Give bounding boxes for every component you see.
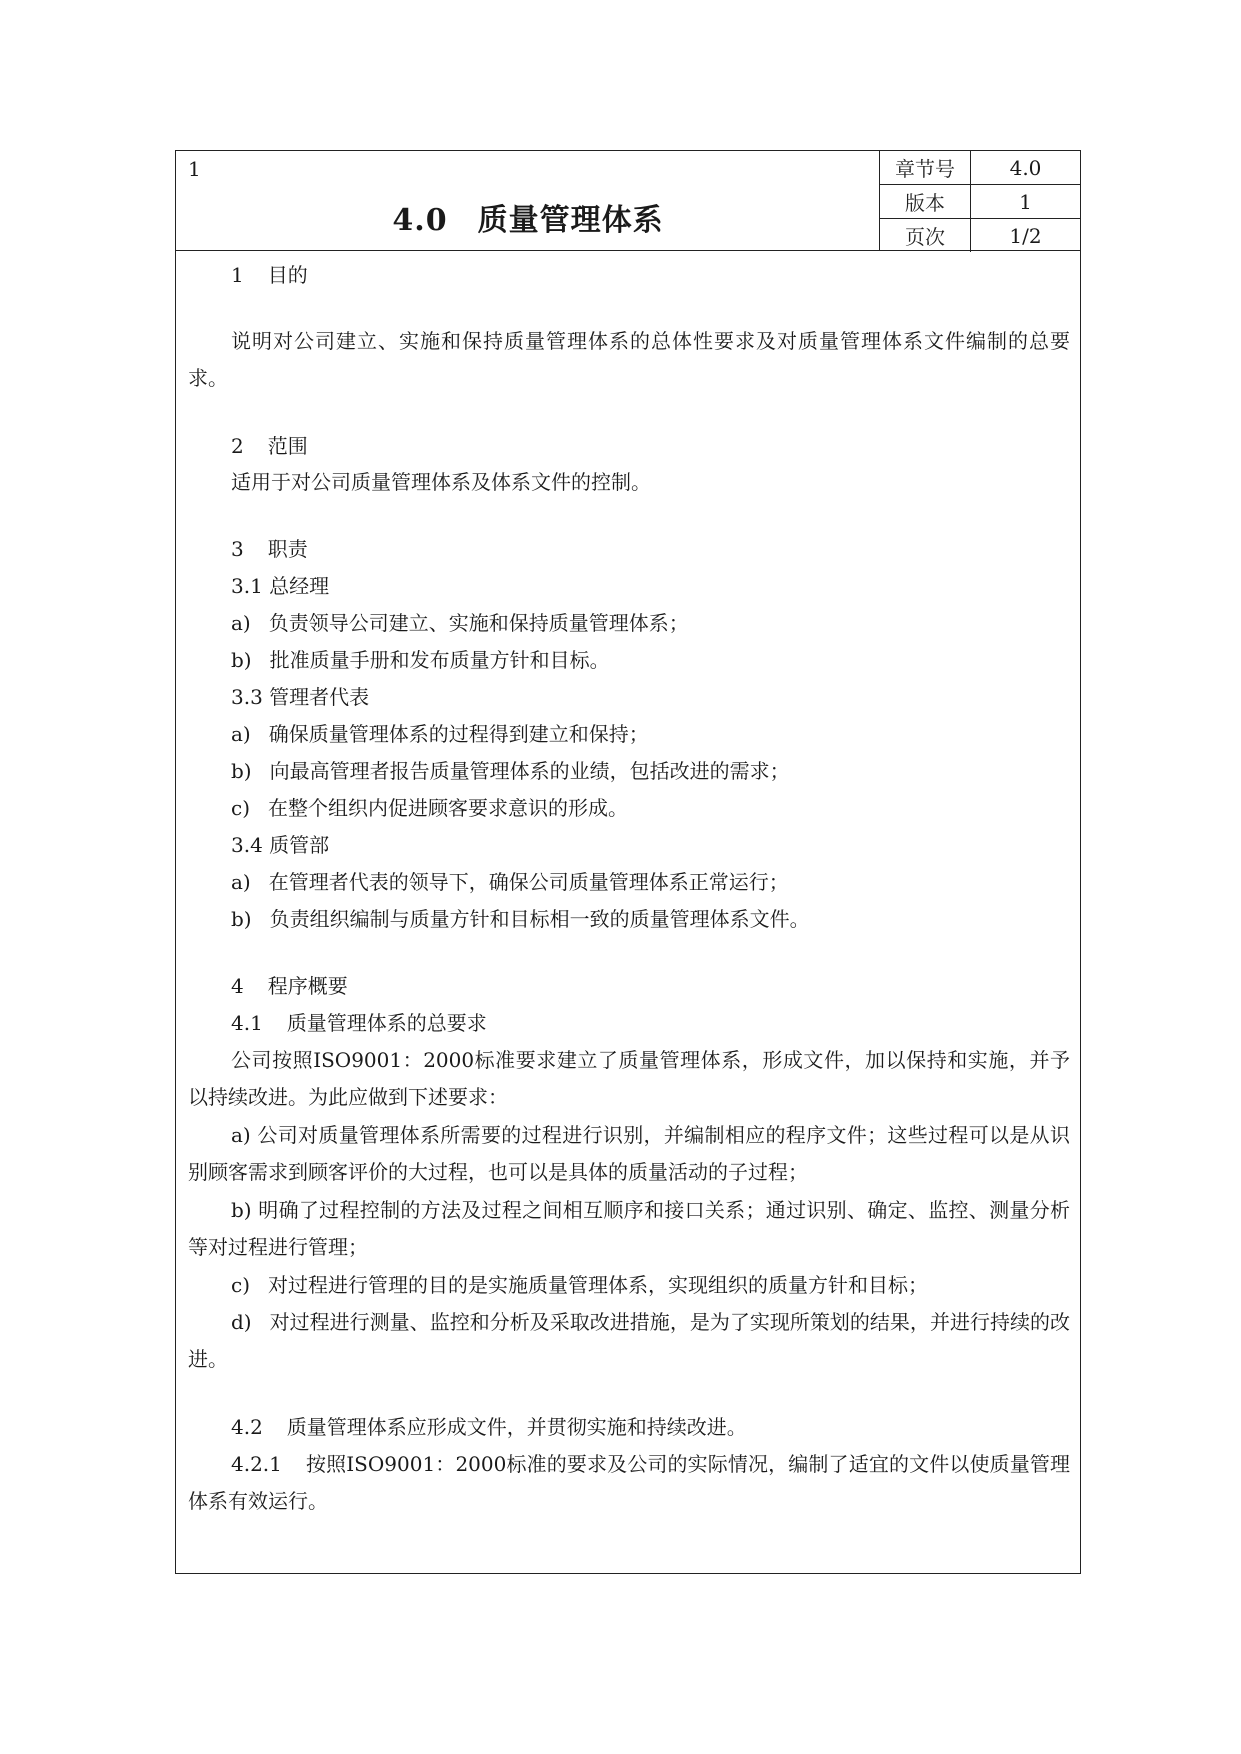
subsection-number: 3.3 <box>231 685 263 709</box>
paragraph: 公司按照ISO9001：2000标准要求建立了质量管理体系，形成文件，加以保持和实施，并予以持续改进。为此应做到下述要求： <box>188 1048 1070 1109</box>
info-label: 章节号 <box>880 151 971 185</box>
info-value: 1/2 <box>1009 223 1042 248</box>
list-item <box>231 753 1070 790</box>
section-heading <box>231 428 1070 465</box>
paragraph-text: 按照ISO9001：2000标准的要求及公司的实际情况，编制了适宜的文件以使质量管理体系有效运行。 <box>188 1452 1070 1513</box>
paragraph: b) 明确了过程控制的方法及过程之间相互顺序和接口关系；通过识别、确定、监控、测量分析等对过程进行管理； <box>188 1198 1070 1259</box>
list-text: 批准质量手册和发布质量方针和目标。 <box>269 648 610 672</box>
info-row-page <box>880 219 1080 253</box>
list-text: 向最高管理者报告质量管理体系的业绩，包括改进的需求； <box>269 759 790 783</box>
list-item <box>231 605 1070 642</box>
list-text: 对过程进行管理的目的是实施质量管理体系，实现组织的质量方针和目标； <box>268 1273 929 1297</box>
section-title: 职责 <box>267 537 308 561</box>
subsection-heading <box>231 1005 1070 1042</box>
title-number: 4.0 <box>392 203 448 238</box>
list-marker: c) <box>231 1273 251 1297</box>
section-title: 范围 <box>267 434 308 458</box>
list-marker: a) <box>231 870 251 894</box>
list-marker: b) <box>231 648 252 672</box>
paragraph: 说明对公司建立、实施和保持质量管理体系的总体性要求及对质量管理体系文件编制的总要求。 <box>188 329 1070 390</box>
subsection-title: 总经理 <box>269 574 330 598</box>
paragraph: 适用于对公司质量管理体系及体系文件的控制。 <box>231 470 651 494</box>
list-item <box>231 864 1070 901</box>
subsection-number: 4.2.1 <box>231 1452 282 1476</box>
list-text: 负责领导公司建立、实施和保持质量管理体系； <box>268 611 689 635</box>
info-value: 1 <box>971 185 1081 219</box>
section-number: 4 <box>231 974 244 998</box>
section-number: 3 <box>231 537 244 561</box>
page-title <box>176 195 880 239</box>
list-text: 确保质量管理体系的过程得到建立和保持； <box>268 722 649 746</box>
subsection-number: 4.1 <box>231 1011 263 1035</box>
list-item <box>231 716 1070 753</box>
list-item <box>231 642 1070 679</box>
list-text: 负责组织编制与质量方针和目标相一致的质量管理体系文件。 <box>269 907 810 931</box>
title-text: 质量管理体系 <box>477 203 664 238</box>
info-value: 4.0 <box>971 151 1081 185</box>
document-frame <box>175 150 1081 1574</box>
info-row-version <box>880 185 1080 219</box>
list-text: 在管理者代表的领导下，确保公司质量管理体系正常运行； <box>268 870 789 894</box>
section-title: 程序概要 <box>267 974 348 998</box>
list-marker: d) <box>231 1310 252 1334</box>
section-number: 2 <box>231 434 244 458</box>
subsection-number: 4.2 <box>231 1415 263 1439</box>
subsection-heading <box>231 1409 1070 1446</box>
document-header <box>176 151 1080 251</box>
section-heading <box>231 257 1070 294</box>
info-row-chapter <box>880 151 1080 185</box>
list-marker: c) <box>231 796 251 820</box>
document-info-table <box>880 151 1080 252</box>
subsection-number: 3.1 <box>231 574 263 598</box>
section-heading <box>231 531 1070 568</box>
copy-number: 1 <box>188 157 201 181</box>
paragraph <box>188 1446 1070 1520</box>
subsection-title: 质管部 <box>269 833 330 857</box>
list-item <box>231 901 1070 938</box>
list-item <box>188 1267 1070 1304</box>
subsection-heading <box>231 568 1070 605</box>
subsection-title: 管理者代表 <box>269 685 370 709</box>
list-text: 对过程进行测量、监控和分析及采取改进措施，是为了实现所策划的结果，并进行持续的改进。 <box>188 1310 1070 1371</box>
list-marker: b) <box>231 907 252 931</box>
subsection-title: 质量管理体系的总要求 <box>286 1011 487 1035</box>
subsection-heading <box>231 679 1070 716</box>
list-item <box>188 1304 1070 1378</box>
list-item <box>231 790 1070 827</box>
section-title: 目的 <box>267 263 308 287</box>
list-marker: a) <box>231 722 251 746</box>
info-label: 版本 <box>880 185 971 219</box>
subsection-number: 3.4 <box>231 833 263 857</box>
subsection-title: 质量管理体系应形成文件，并贯彻实施和持续改进。 <box>286 1415 747 1439</box>
list-marker: a) <box>231 611 251 635</box>
section-heading <box>231 968 1070 1005</box>
section-number: 1 <box>231 263 244 287</box>
list-text: 在整个组织内促进顾客要求意识的形成。 <box>268 796 629 820</box>
info-label: 页次 <box>880 219 971 253</box>
paragraph: a) 公司对质量管理体系所需要的过程进行识别，并编制相应的程序文件；这些过程可以是从识别顾客需求到顾客评价的大过程，也可以是具体的质量活动的子过程； <box>188 1123 1070 1184</box>
subsection-heading <box>231 827 1070 864</box>
header-title-cell <box>176 151 880 250</box>
list-marker: b) <box>231 759 252 783</box>
